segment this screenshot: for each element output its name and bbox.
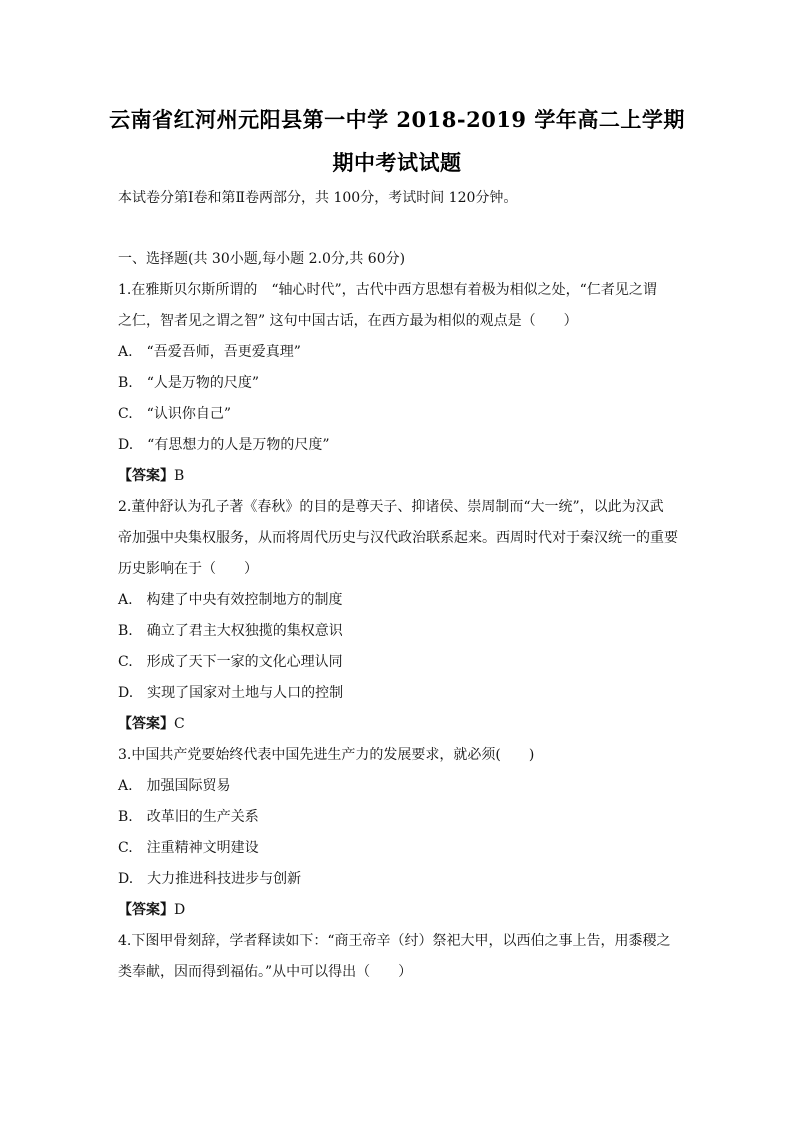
question-1-answer [118, 466, 184, 486]
answer-value: C [174, 716, 185, 732]
question-2-option-d: D. 实现了国家对土地与人口的控制 [118, 685, 344, 701]
question-2-stem-line-1: 2.董仲舒认为孔子著《春秋》的目的是尊天子、抑诸侯、崇周制而“大一统”，以此为汉武 [118, 499, 664, 515]
question-1-option-c: C. “认识你自己” [118, 406, 231, 422]
question-1-stem-line-1: 1.在雅斯贝尔斯所谓的 “轴心时代”，古代中西方思想有着极为相似之处，“仁者见之谓 [118, 282, 657, 298]
question-4-stem-line-2: 类奉献，因而得到福佑。”从中可以得出（ ） [118, 964, 413, 980]
question-2-stem-line-2: 帝加强中央集权服务，从而将周代历史与汉代政治联系起来。西周时代对于秦汉统一的重要 [118, 530, 678, 546]
question-3-option-a: A. 加强国际贸易 [118, 778, 231, 794]
question-1-option-d: D. “有思想力的人是万物的尺度” [118, 437, 330, 453]
question-2-option-c: C. 形成了天下一家的文化心理认同 [118, 654, 343, 670]
question-1-stem-line-2: 之仁，智者见之谓之智” 这句中国古话，在西方最为相似的观点是（ ） [118, 313, 578, 329]
question-4-stem-line-1: 4.下图甲骨刻辞，学者释读如下：“商王帝辛（纣）祭祀大甲，以西伯之事上告，用黍稷之 [118, 933, 671, 949]
question-3-option-d: D. 大力推进科技进步与创新 [118, 871, 302, 887]
question-3-stem-line-1: 3.中国共产党要始终代表中国先进生产力的发展要求，就必须( ) [118, 747, 535, 763]
question-1-option-a: A. “吾爱吾师，吾更爱真理” [118, 344, 301, 360]
answer-value: D [174, 902, 186, 918]
section-heading: 一、选择题(共 30小题,每小题 2.0分,共 60分) [118, 251, 406, 267]
question-3-answer [118, 900, 185, 920]
exam-intro: 本试卷分第Ⅰ卷和第Ⅱ卷两部分，共 100分，考试时间 120分钟。 [118, 190, 518, 206]
question-1-option-b: B. “人是万物的尺度” [118, 375, 260, 391]
answer-label: 【答案】 [118, 468, 174, 484]
answer-label: 【答案】 [118, 902, 174, 918]
answer-value: B [174, 468, 185, 484]
document-title: 云南省红河州元阳县第一中学 2018-2019 学年高二上学期 [109, 107, 685, 132]
question-3-option-c: C. 注重精神文明建设 [118, 840, 259, 856]
question-2-answer [118, 714, 185, 734]
question-2-stem-line-3: 历史影响在于（ ） [118, 561, 258, 577]
question-3-option-b: B. 改革旧的生产关系 [118, 809, 259, 825]
answer-label: 【答案】 [118, 716, 174, 732]
question-2-option-b: B. 确立了君主大权独揽的集权意识 [118, 623, 343, 639]
question-2-option-a: A. 构建了中央有效控制地方的制度 [118, 592, 343, 608]
document-subtitle: 期中考试试题 [332, 150, 462, 175]
